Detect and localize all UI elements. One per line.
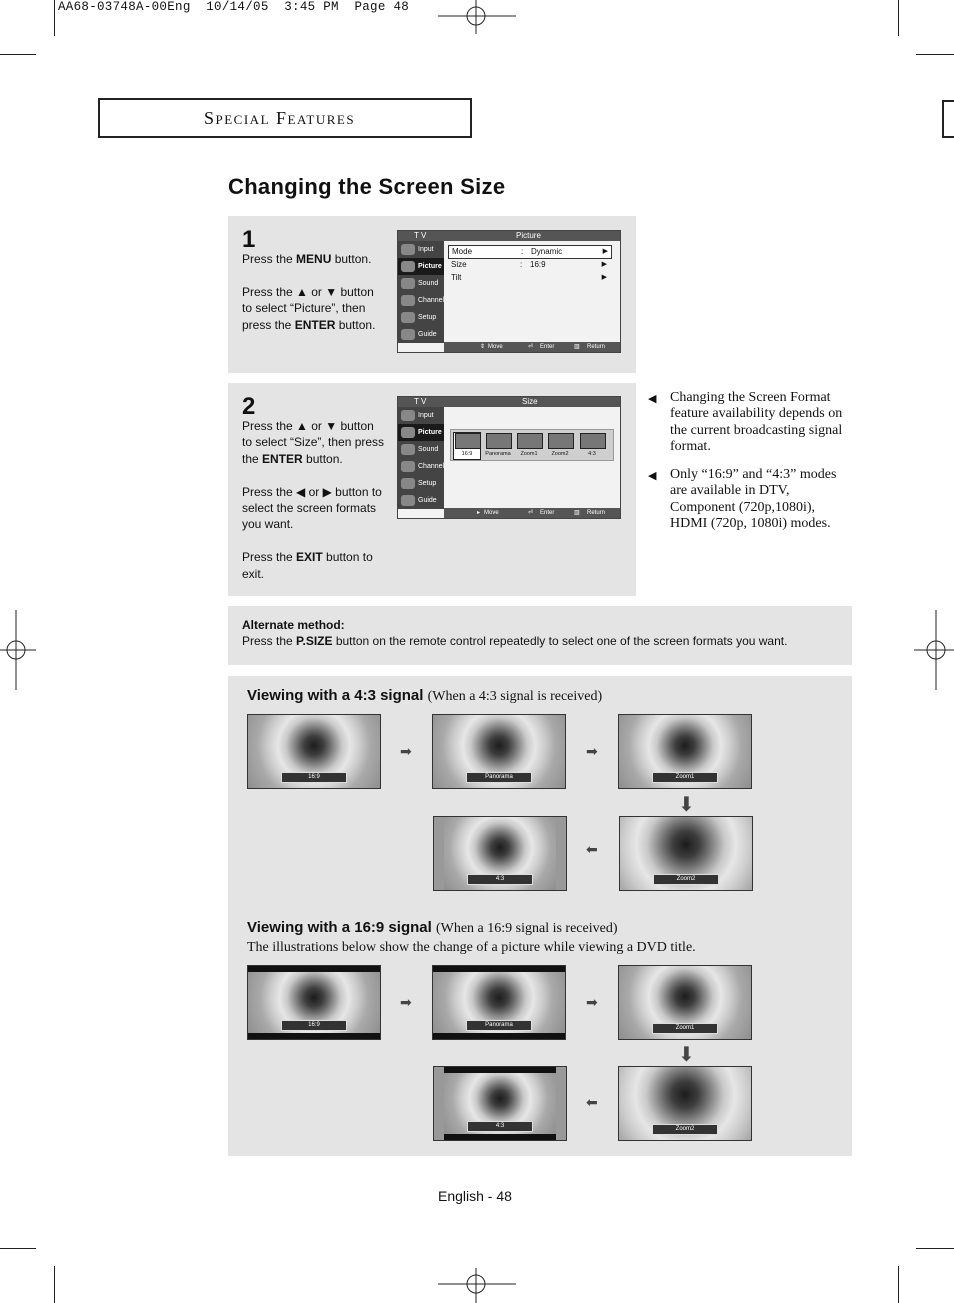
osd-nav-enter: Enter — [540, 344, 555, 350]
osd-title-bar — [398, 231, 620, 241]
osd-menu-label: Guide — [418, 331, 437, 338]
osd-row-key: Mode — [452, 247, 473, 256]
arrow-right-icon: ▶ — [602, 248, 608, 255]
registration-mark-icon — [438, 1268, 516, 1303]
note-text: Changing the Screen Format feature availability depends on the current broadcasting signal format. — [670, 390, 843, 454]
osd-tv-label: T V — [414, 231, 427, 240]
note-item — [648, 467, 848, 532]
text: button. — [335, 317, 376, 332]
step-number: 1 — [242, 226, 256, 253]
osd-nav-enter: Enter — [540, 510, 555, 516]
osd-menu-label: Input — [418, 412, 434, 419]
osd-menu-item-sound — [398, 441, 444, 458]
heading-subtext: (When a 16:9 signal is received) — [435, 921, 618, 936]
text: Press the — [242, 634, 297, 648]
bullet-triangle-icon: ◀ — [648, 470, 657, 483]
text: select the screen formats — [242, 501, 377, 516]
setup-icon — [401, 478, 415, 489]
osd-menu-label: Picture — [418, 263, 442, 270]
osd-menu-label: Sound — [418, 280, 439, 287]
side-bar — [556, 1067, 566, 1140]
osd-nav-return: Return — [587, 510, 606, 516]
letterbox-bar — [248, 1033, 380, 1039]
screen-illustration-zoom1 — [618, 965, 752, 1040]
move-icon: ▸ — [477, 510, 481, 516]
text: Press the ▲ or ▼ button — [242, 284, 374, 299]
page-footer: English - 48 — [438, 1188, 512, 1204]
format-label: Zoom2 — [551, 451, 569, 457]
osd-sidebar — [398, 407, 444, 509]
format-option-panorama — [485, 433, 511, 459]
format-thumbnail — [517, 433, 543, 449]
text: exit. — [242, 566, 265, 581]
crop-mark — [916, 1248, 954, 1249]
crop-mark — [898, 1266, 899, 1303]
osd-menu-label: Sound — [418, 446, 439, 453]
text: press the — [242, 317, 295, 332]
heading-subtext: (When a 4:3 signal is received) — [427, 689, 603, 704]
osd-menu-label: Channel — [418, 297, 445, 304]
osd-title: Picture — [516, 231, 541, 240]
arrow-down-icon: ⬇ — [678, 794, 695, 816]
format-label: Panorama — [466, 1020, 532, 1031]
letterbox-bar — [444, 1134, 556, 1140]
psize-key: P.SIZE — [296, 634, 333, 648]
alternate-method-text — [242, 634, 787, 648]
osd-menu-item-picture — [398, 258, 444, 275]
text: Press the — [242, 252, 297, 266]
osd-tv-label: T V — [414, 397, 427, 406]
viewing-16-9-heading — [247, 919, 618, 937]
osd-nav-bar — [444, 508, 620, 518]
arrow-right-icon: ➡ — [400, 743, 412, 759]
osd-title-bar — [398, 397, 620, 407]
step-2-panel — [228, 383, 636, 596]
bullet-triangle-icon: ◀ — [648, 393, 657, 405]
step-number: 2 — [242, 393, 256, 420]
text: Press the ▲ or ▼ button — [242, 419, 374, 433]
arrow-right-icon: ➡ — [586, 994, 598, 1010]
side-bar — [556, 817, 566, 890]
osd-menu-label: Picture — [418, 429, 442, 436]
format-thumbnail — [455, 433, 481, 449]
text: to select “Size”, then press — [242, 435, 385, 450]
enter-icon: ⏎ — [528, 510, 534, 516]
screen-illustration-16-9 — [247, 714, 381, 789]
screen-illustration-zoom2 — [619, 816, 753, 891]
osd-nav-bar — [444, 342, 620, 352]
format-label: Panorama — [485, 451, 511, 457]
registration-mark-icon — [438, 0, 516, 34]
format-label: 16:9 — [281, 772, 347, 783]
format-thumbnail — [548, 433, 574, 449]
picture-icon — [401, 427, 415, 438]
note-text: Only “16:9” and “4:3” modes are available in DTV, Component (720p,1080i), HDMI (720p, 1080i) modes. — [670, 467, 837, 532]
crop-mark — [54, 1266, 55, 1303]
text: button. — [302, 451, 343, 466]
osd-row-mode — [448, 245, 612, 259]
osd-menu-item-picture — [398, 424, 444, 441]
osd-menu-label: Setup — [418, 314, 437, 321]
osd-menu-label: Guide — [418, 497, 437, 504]
osd-menu-item-setup — [398, 475, 444, 492]
format-label: Zoom2 — [653, 874, 719, 885]
enter-key: ENTER — [294, 317, 336, 332]
format-label: 4:3 — [467, 1121, 533, 1132]
viewing-4-3-heading — [247, 687, 602, 705]
arrow-right-icon: ➡ — [400, 994, 412, 1010]
text: the — [242, 451, 263, 466]
osd-nav-move: Move — [488, 344, 503, 350]
arrow-right-icon: ▶ — [601, 261, 607, 268]
format-label: 16:9 — [461, 451, 473, 457]
screen-illustration-16-9 — [247, 965, 381, 1040]
text: button. — [331, 252, 372, 266]
viewing-16-9-description: The illustrations below show the change of a picture while viewing a DVD title. — [247, 940, 696, 955]
letterbox-bar — [433, 1033, 565, 1039]
screen-illustration-panorama — [432, 714, 566, 789]
page-title: Changing the Screen Size — [228, 174, 506, 199]
guide-icon — [401, 495, 415, 506]
tv-osd-size-menu — [397, 396, 621, 519]
osd-menu-item-channel — [398, 458, 444, 475]
osd-menu-item-channel — [398, 292, 444, 309]
osd-row-value: Dynamic — [531, 247, 563, 256]
sound-icon — [401, 444, 415, 455]
setup-icon — [401, 312, 415, 323]
format-label: 16:9 — [281, 1020, 347, 1031]
screen-illustration-4-3 — [433, 816, 567, 891]
text: you want. — [242, 517, 294, 532]
format-option-16-9 — [454, 433, 480, 459]
osd-menu-item-sound — [398, 275, 444, 292]
step-1-instructions — [242, 251, 392, 333]
move-icon: ⇕ — [480, 344, 486, 350]
osd-menu-item-input — [398, 241, 444, 258]
format-thumbnail — [486, 433, 512, 449]
screen-illustration-zoom1 — [618, 714, 752, 789]
registration-mark-icon — [914, 610, 954, 690]
step-1-panel — [228, 216, 636, 373]
text: Press the ◀ or ▶ button to — [242, 484, 382, 499]
crop-mark — [54, 0, 55, 36]
osd-menu-label: Setup — [418, 480, 437, 487]
side-bar — [434, 817, 444, 890]
osd-row-key: Size — [451, 260, 467, 269]
section-header — [98, 98, 472, 138]
osd-title: Size — [522, 397, 538, 406]
screen-illustration-zoom2 — [618, 1066, 752, 1141]
return-icon: ▥ — [574, 510, 580, 516]
alternate-method-title: Alternate method: — [242, 618, 345, 632]
side-tab — [942, 100, 954, 138]
format-option-4-3 — [579, 433, 605, 459]
input-icon — [401, 410, 415, 421]
osd-nav-move: Move — [484, 510, 499, 516]
picture-icon — [401, 261, 415, 272]
osd-row-sep: : — [520, 260, 523, 269]
osd-menu-label: Input — [418, 246, 434, 253]
format-option-zoom1 — [516, 433, 542, 459]
osd-menu-item-guide — [398, 492, 444, 509]
osd-row-tilt — [448, 272, 610, 284]
osd-row-value: 16:9 — [530, 260, 546, 269]
arrow-right-icon: ➡ — [586, 743, 598, 759]
osd-menu-label: Channel — [418, 463, 445, 470]
format-label: Zoom1 — [652, 772, 718, 783]
channel-icon — [401, 461, 415, 472]
crop-mark — [916, 54, 954, 55]
tv-osd-picture-menu — [397, 230, 621, 353]
osd-menu-item-input — [398, 407, 444, 424]
osd-row-key: Tilt — [451, 273, 462, 282]
section-label: Special Features — [204, 108, 356, 128]
format-label: Zoom1 — [652, 1023, 718, 1034]
format-thumbnail — [580, 433, 606, 449]
step-2-instructions — [242, 418, 402, 582]
arrow-left-icon: ⬅ — [586, 1094, 598, 1110]
text: Press the — [242, 550, 297, 565]
osd-menu-item-guide — [398, 326, 444, 343]
heading-text: Viewing with a 4:3 signal — [247, 687, 424, 704]
enter-key: ENTER — [262, 451, 303, 466]
osd-menu-item-setup — [398, 309, 444, 326]
format-option-zoom2 — [547, 433, 573, 459]
format-label: Panorama — [466, 772, 532, 783]
arrow-left-icon: ⬅ — [586, 841, 598, 857]
registration-mark-icon — [0, 610, 36, 690]
size-format-selector — [450, 429, 614, 461]
print-header: AA68-03748A-00Eng 10/14/05 3:45 PM Page 48 — [58, 0, 410, 14]
format-label: Zoom1 — [520, 451, 538, 457]
exit-key: EXIT — [296, 550, 323, 565]
screen-illustration-panorama — [432, 965, 566, 1040]
note-item — [648, 390, 848, 455]
arrow-down-icon: ⬇ — [678, 1044, 695, 1066]
input-icon — [401, 244, 415, 255]
osd-row-sep: : — [521, 247, 524, 256]
text: to select “Picture”, then — [242, 301, 366, 316]
text: button to — [322, 550, 373, 565]
osd-row-size — [448, 259, 610, 271]
crop-mark — [898, 0, 899, 36]
guide-icon — [401, 329, 415, 340]
crop-mark — [0, 54, 36, 55]
channel-icon — [401, 295, 415, 306]
osd-nav-return: Return — [587, 344, 606, 350]
text: button on the remote control repeatedly to select one of the screen formats you want. — [332, 634, 788, 648]
sound-icon — [401, 278, 415, 289]
format-label: Zoom2 — [652, 1124, 718, 1135]
crop-mark — [0, 1248, 36, 1249]
format-label: 4:3 — [467, 874, 533, 885]
return-icon: ▥ — [574, 344, 580, 350]
menu-key: MENU — [296, 252, 332, 266]
format-label: 4:3 — [588, 451, 596, 457]
side-bar — [434, 1067, 444, 1140]
arrow-right-icon: ▶ — [601, 274, 607, 281]
screen-illustration-4-3 — [433, 1066, 567, 1141]
enter-icon: ⏎ — [528, 344, 534, 350]
heading-text: Viewing with a 16:9 signal — [247, 919, 432, 936]
osd-sidebar — [398, 241, 444, 343]
notes-list — [648, 390, 848, 544]
